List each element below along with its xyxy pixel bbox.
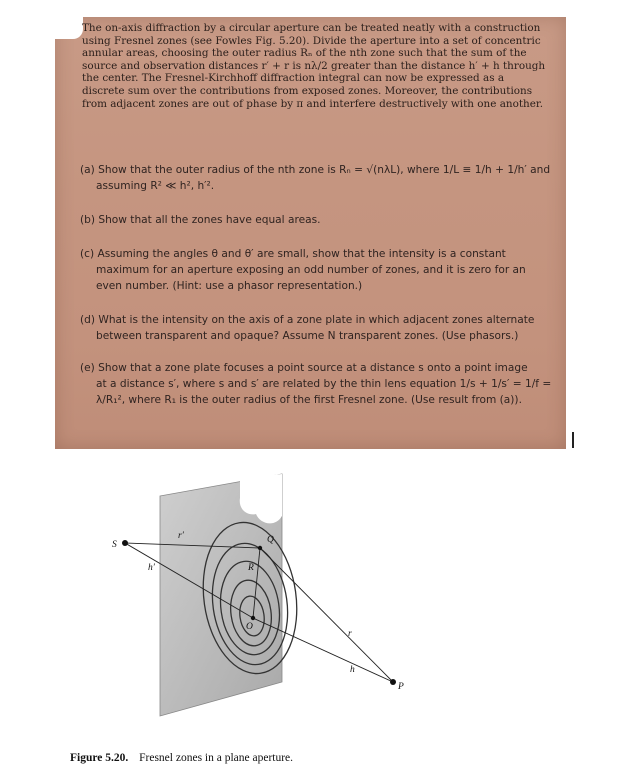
fresnel-zone-figure [110, 458, 410, 718]
part-e-line2: at a distance s′, where s and s′ are related by the thin lens equation 1/s + 1/s′ = 1/f = λ/R₁², where R₁ is the outer radius of the first Fresnel zone. (Use result from (a)). [96, 378, 552, 406]
part-a-line1: (a) Show that the outer radius of the nth zone is Rₙ = √(nλL), where 1/L ≡ 1/h + 1/h′ and [80, 164, 551, 176]
label-h-prime: h′ [148, 563, 155, 573]
caption-number: Figure 5.20. [70, 752, 129, 764]
point-p [390, 679, 396, 685]
part-e [80, 360, 555, 408]
part-d-line1: (d) What is the intensity on the axis of a zone plate in which adjacent zones alternate [80, 314, 535, 326]
label-r-prime: r′ [178, 531, 184, 541]
label-q: Q [267, 535, 274, 545]
caption-text: Fresnel zones in a plane aperture. [139, 752, 294, 764]
point-o [251, 616, 255, 620]
label-h: h [350, 665, 355, 675]
part-b-line1: (b) Show that all the zones have equal areas. [80, 214, 321, 226]
margin-mark [572, 432, 574, 448]
part-b [80, 212, 555, 228]
part-e-line1: (e) Show that a zone plate focuses a point source at a distance s onto a point image [80, 362, 528, 374]
part-d-line2: between transparent and opaque? Assume N transparent zones. (Use phasors.) [96, 330, 519, 342]
part-a [80, 162, 555, 194]
label-r: r [348, 629, 352, 639]
label-o: O [246, 622, 253, 632]
label-p: P [398, 682, 404, 692]
part-d [80, 312, 555, 344]
intro-paragraph: The on-axis diffraction by a circular aperture can be treated neatly with a construction using Fresnel zones (see Fowles Fig. 5.20). Divide the aperture into a set of concentric annular areas, choosing the outer radius Rₙ of the nth zone such that the sum of the source and observation distances r′ + r is nλ/2 greater than the distance h′ + h through the center. The Fresnel-Kirchhoff diffraction integral can now be expressed as a discrete sum over the contributions from exposed zones. Moreover, the contributions from adjacent zones are out of phase by π and interfere destructively with one another. [82, 22, 546, 110]
point-q [258, 546, 262, 550]
point-s [122, 540, 128, 546]
label-r-radius: R [248, 563, 254, 573]
part-c-line1: (c) Assuming the angles θ and θ′ are small, show that the intensity is a constant [80, 248, 506, 260]
photo-corner-tab [55, 17, 83, 39]
part-c-line2: maximum for an aperture exposing an odd number of zones, and it is zero for an even number. (Hint: use a phasor representation.) [96, 264, 526, 292]
figure-caption [70, 752, 293, 764]
part-a-line2: assuming R² ≪ h², h′². [96, 180, 215, 192]
part-c [80, 246, 555, 294]
label-s: S [112, 540, 117, 550]
